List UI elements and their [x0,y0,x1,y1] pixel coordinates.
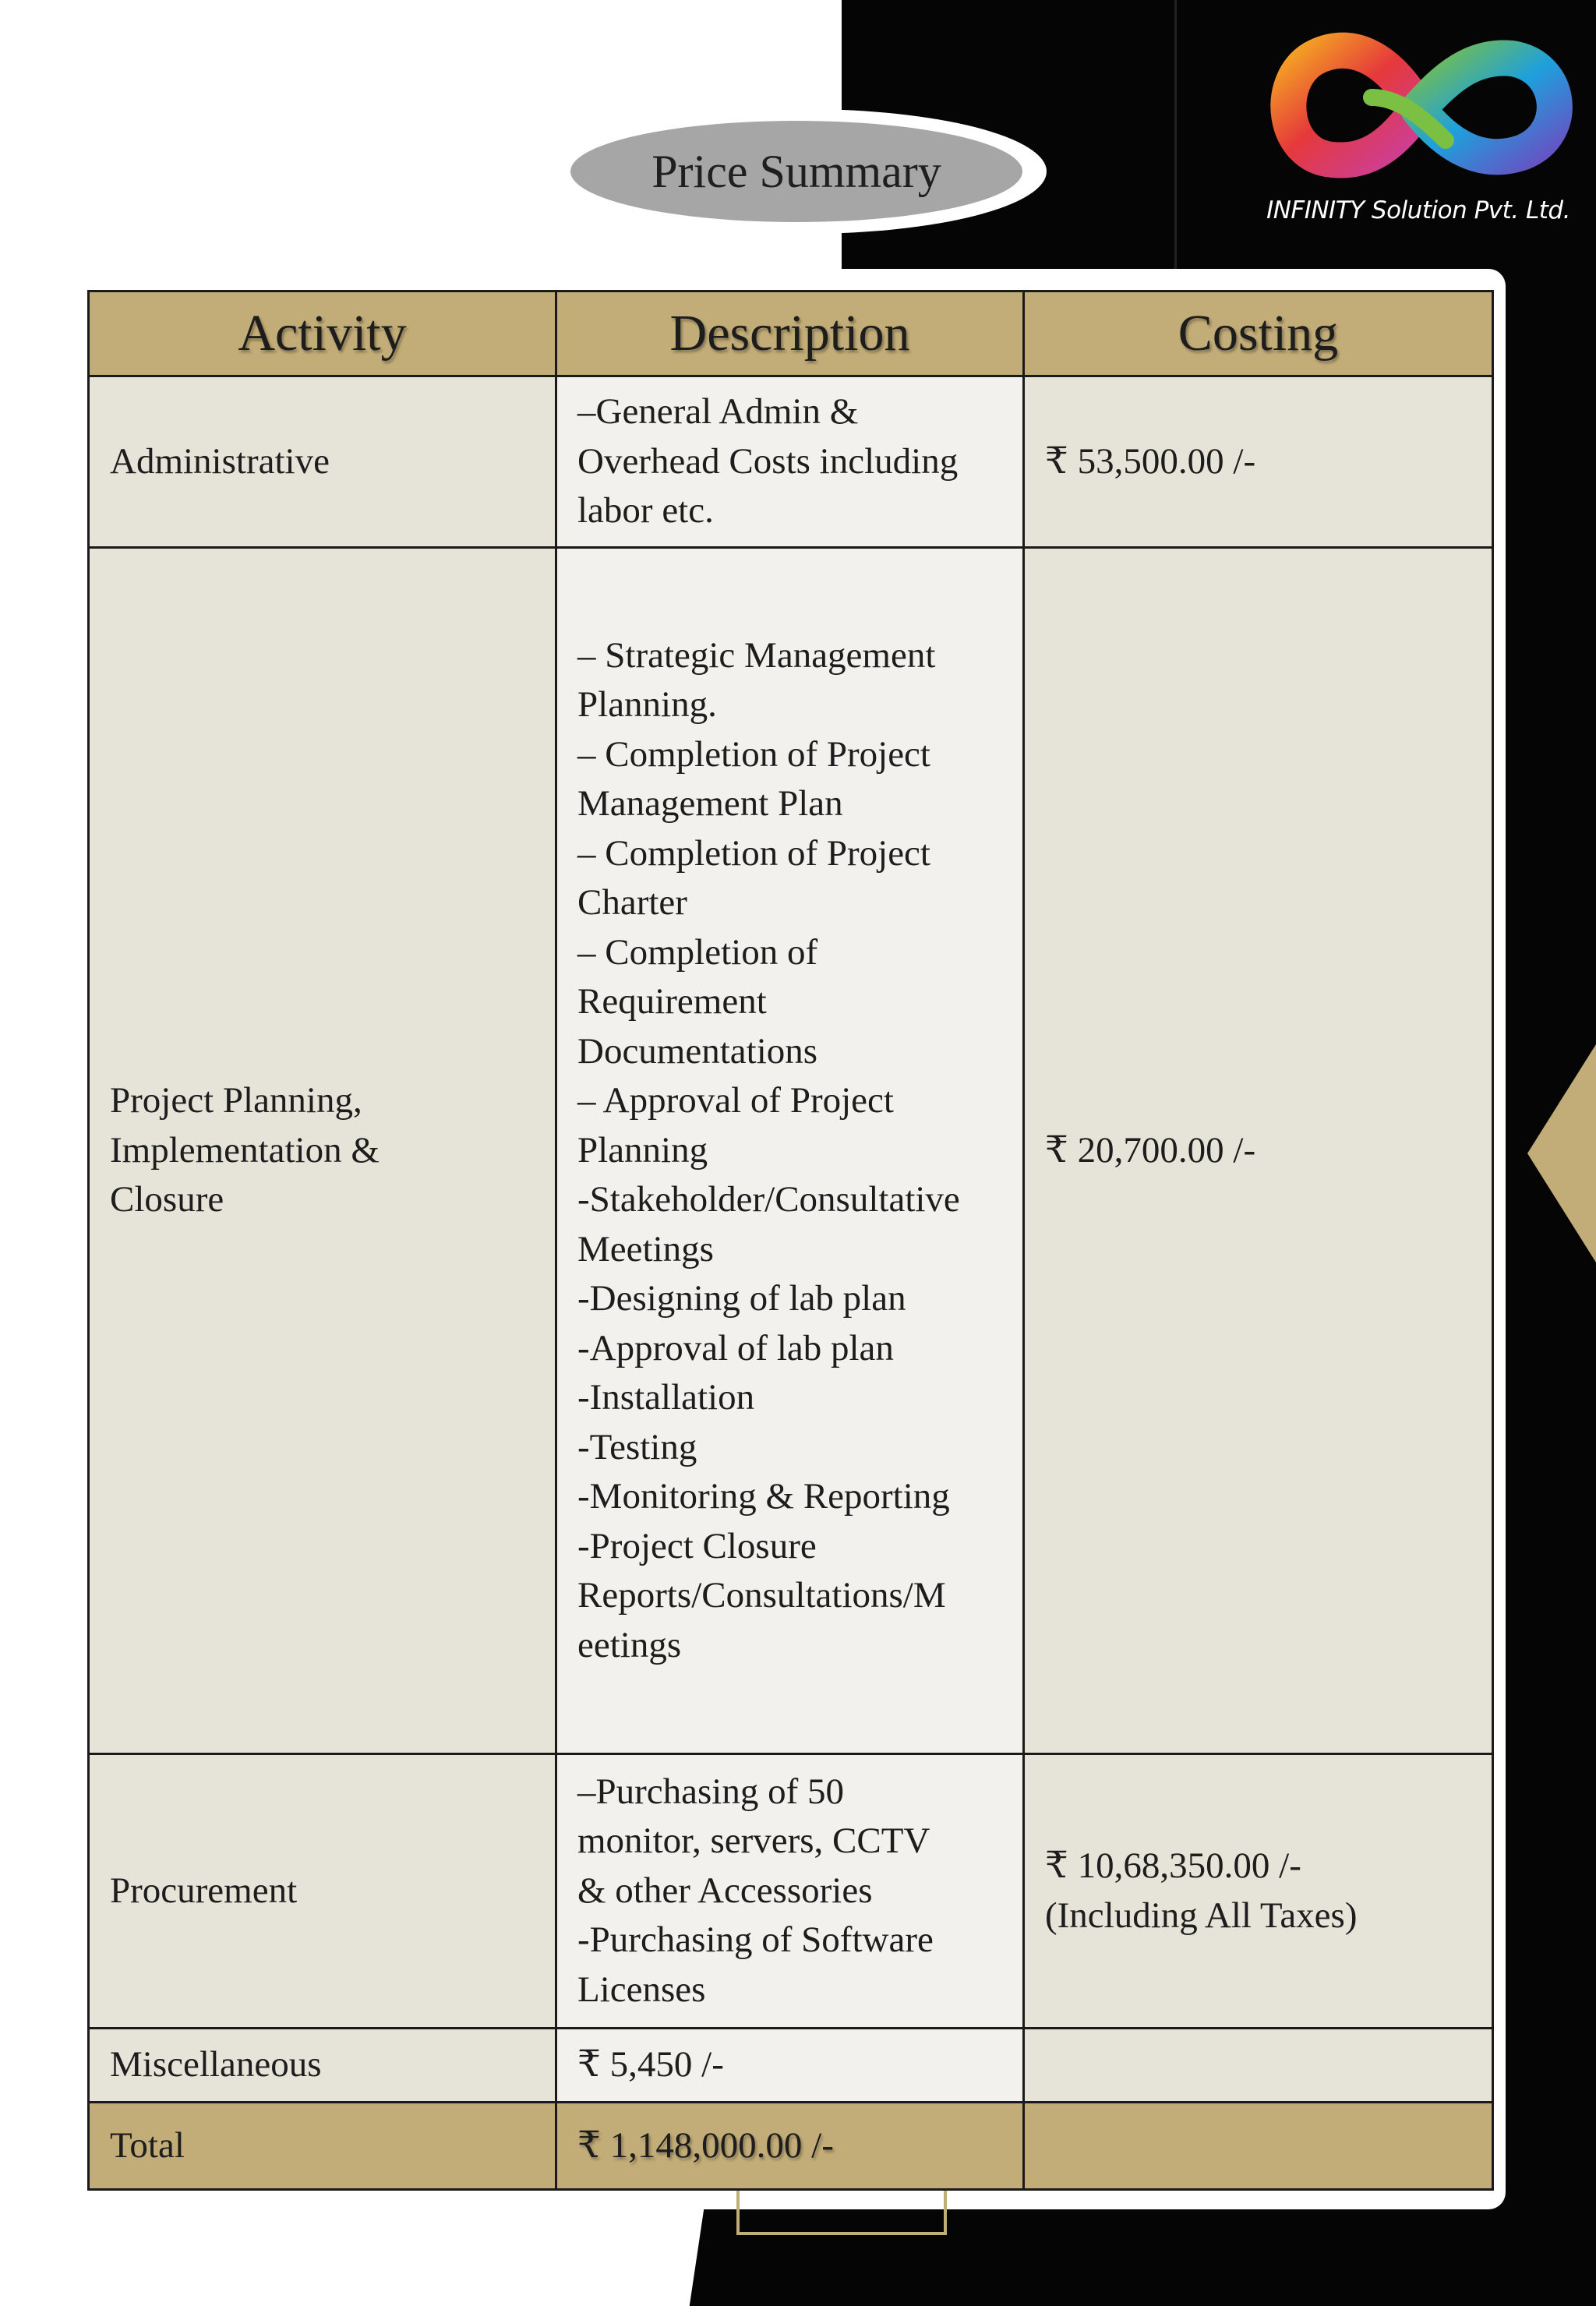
total-row [89,2103,1493,2190]
description-line: -Purchasing of Software [577,1919,934,1961]
table-row [89,548,1493,1754]
description-line: -Testing [577,1426,697,1467]
description-line: Reports/Consultations/M [577,1575,946,1616]
total-amount: ₹ 1,148,000.00 /- [556,2103,1024,2190]
cell-costing [1024,2029,1493,2103]
description-line: Requirement [577,981,767,1022]
description-line: – Completion of Project [577,832,930,874]
description-line: – Strategic Management [577,634,936,676]
description-line: – Completion of Project [577,733,930,775]
cell-description [556,1754,1024,2029]
cell-description [556,376,1024,548]
table-row [89,376,1493,548]
activity-text: Procurement [110,1870,298,1911]
cell-activity [89,2029,556,2103]
cell-costing [1024,548,1493,1754]
page-title [570,121,1022,222]
activity-text: Implementation & [110,1129,380,1171]
costing-text: ₹ 53,500.00 /- [1045,440,1256,482]
background-divider [1174,0,1177,269]
table-row [89,1754,1493,2029]
description-line: -Project Closure [577,1525,817,1566]
activity-text: Administrative [110,440,330,482]
activity-text: Project Planning, [110,1080,362,1121]
description-line: ₹ 5,450 /- [577,2044,724,2085]
description-line: -Designing of lab plan [577,1278,906,1319]
description-line: -Monitoring & Reporting [577,1476,950,1517]
description-line: monitor, servers, CCTV [577,1820,930,1862]
description-line: –Purchasing of 50 [577,1771,845,1812]
description-line: Documentations [577,1030,818,1072]
description-line: eetings [577,1624,682,1665]
page-title-text: Price Summary [651,145,941,197]
description-line: Planning [577,1129,708,1171]
description-line: –General Admin & [577,391,859,433]
description-line: -Approval of lab plan [577,1327,894,1368]
company-name: INFINITY Solution Pvt. Ltd. [1266,196,1570,224]
cell-costing [1024,376,1493,548]
costing-text: ₹ 10,68,350.00 /- [1045,1845,1301,1886]
cell-costing [1024,1754,1493,2029]
description-line: – Completion of [577,931,818,973]
table-header-row [89,291,1493,376]
description-line: -Installation [577,1377,755,1418]
costing-note: (Including All Taxes) [1045,1895,1358,1936]
price-summary-table [87,290,1494,2191]
total-label: Total [89,2103,556,2190]
table-row [89,2029,1493,2103]
description-line: Planning. [577,684,717,726]
company-logo [1255,23,1582,234]
activity-text: Closure [110,1179,224,1220]
description-line: & other Accessories [577,1870,873,1911]
cell-description [556,548,1024,1754]
header-costing: Costing [1024,291,1493,376]
description-line: Meetings [577,1228,714,1270]
description-line: Overhead Costs including [577,440,959,482]
cell-activity [89,548,556,1754]
costing-text: ₹ 20,700.00 /- [1045,1129,1256,1171]
description-line: labor etc. [577,490,714,531]
header-activity: Activity [89,291,556,376]
description-line: Licenses [577,1969,706,2010]
activity-text: Miscellaneous [110,2044,322,2085]
cell-activity [89,1754,556,2029]
description-line: Management Plan [577,783,843,825]
cell-description [556,2029,1024,2103]
header-description: Description [556,291,1024,376]
description-line: – Approval of Project [577,1080,894,1121]
cell-activity [89,376,556,548]
total-costing [1024,2103,1493,2190]
gold-frame-decoration [736,2190,947,2235]
description-line: -Stakeholder/Consultative [577,1179,960,1220]
infinity-logo-icon [1255,23,1582,191]
description-line: Charter [577,882,687,923]
